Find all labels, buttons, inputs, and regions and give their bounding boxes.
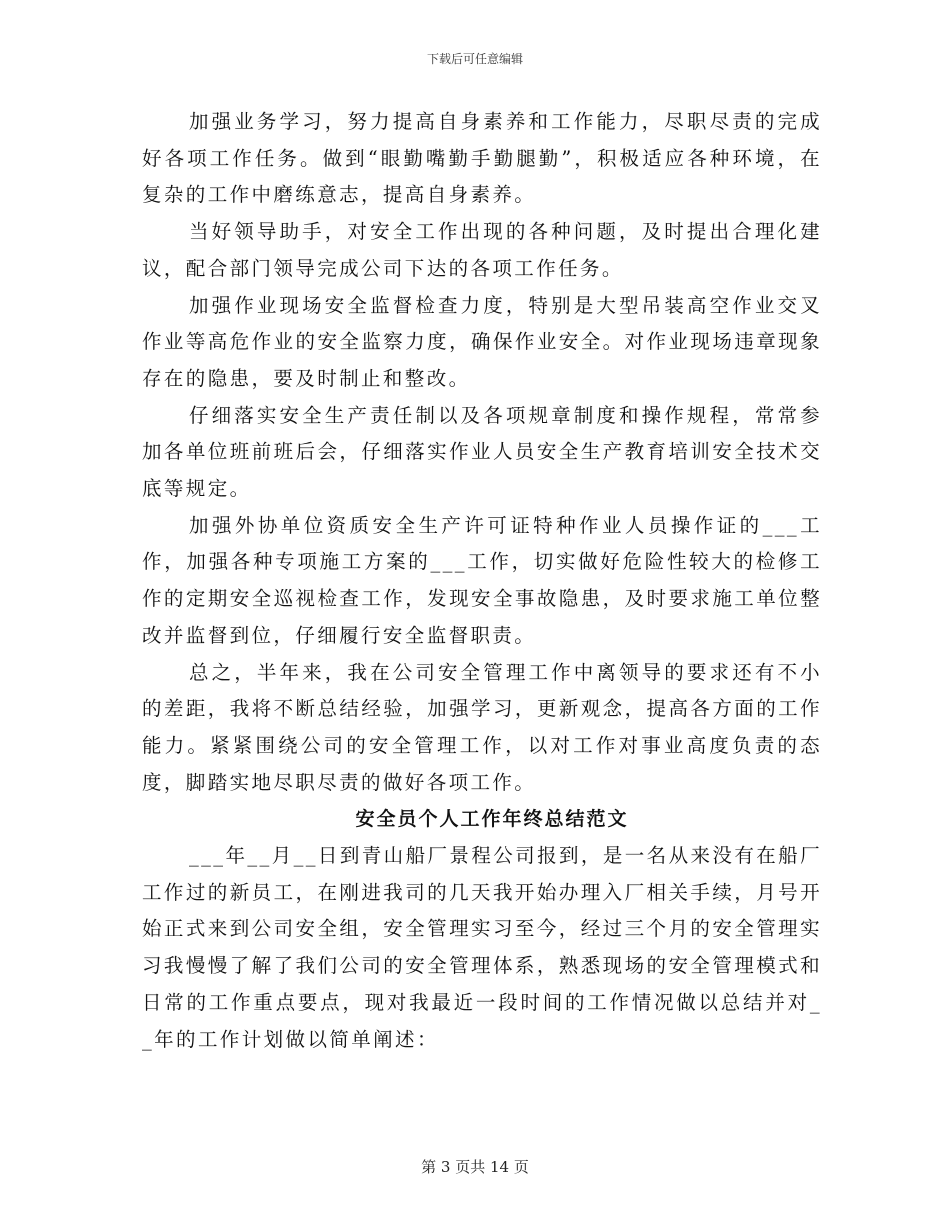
paragraph: 总之，半年来，我在公司安全管理工作中离领导的要求还有不小的差距，我将不断总结经验，加强学习，更新观念，提高各方面的工作能力。紧紧围绕公司的安全管理工作，以对工作对事业高度负责的态度，脚踏实地尽职尽责的做好各项工作。 [142, 660, 822, 794]
page-number-footer: 第 3 页共 14 页 [421, 1158, 529, 1176]
section-title: 安全员个人工作年终总结范文 [355, 808, 629, 831]
document-body [142, 104, 822, 1058]
paragraph: 加强外协单位资质安全生产许可证特种作业人员操作证的___工作，加强各种专项施工方案的___工作，切实做好危险性较大的检修工作的定期安全巡视检查工作，发现安全事故隐患，及时要求施工单位整改并监督到位，仔细履行安全监督职责。 [142, 513, 822, 647]
paragraph: ___年__月__日到青山船厂景程公司报到，是一名从来没有在船厂工作过的新员工，在刚进我司的几天我开始办理入厂相关手续，月号开始正式来到公司安全组，安全管理实习至今，经过三个月的安全管理实习我慢慢了解了我们公司的安全管理体系，熟悉现场的安全管理模式和日常的工作重点要点，现对我最近一段时间的工作情况做以总结并对__年的工作计划做以简单阐述： [142, 844, 822, 1051]
paragraph: 加强作业现场安全监督检查力度，特别是大型吊装高空作业交叉作业等高危作业的安全监察力度，确保作业安全。对作业现场违章现象存在的隐患，要及时制止和整改。 [142, 293, 822, 390]
paragraph: 当好领导助手，对安全工作出现的各种问题，及时提出合理化建议，配合部门领导完成公司下达的各项工作任务。 [142, 220, 822, 280]
page-header-note: 下载后可任意编辑 [426, 52, 523, 66]
paragraph: 加强业务学习，努力提高自身素养和工作能力，尽职尽责的完成好各项工作任务。做到“眼勤嘴勤手勤腿勤”，积极适应各种环境，在复杂的工作中磨练意志，提高自身素养。 [142, 110, 822, 207]
paragraph: 仔细落实安全生产责任制以及各项规章制度和操作规程，常常参加各单位班前班后会，仔细落实作业人员安全生产教育培训安全技术交底等规定。 [142, 403, 822, 501]
